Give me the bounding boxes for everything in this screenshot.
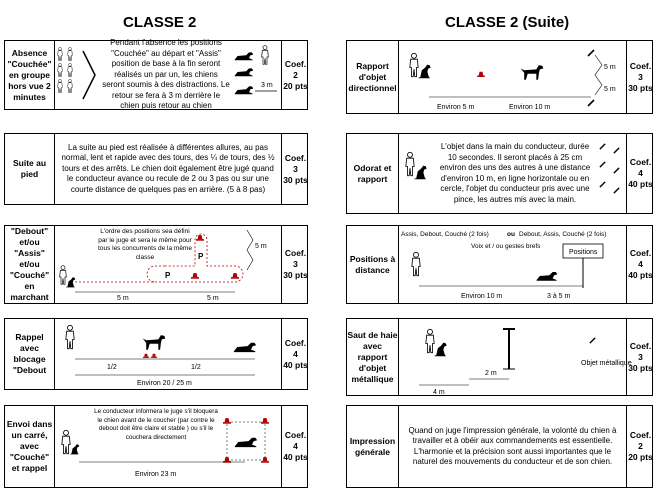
- coef-box: [626, 134, 654, 213]
- distance-label: 5 m: [604, 86, 616, 93]
- exercise-description: Pendant l'absence les positions "Couchée" au départ et "Assis" position de base à la fin seront réalisés un par un, les chiens seront soumis à des distractions. Le retour se fera à 3 m derrière le chien puis retour au chien: [102, 38, 230, 111]
- handler-icon: [62, 430, 70, 453]
- points-value: 40 pts: [283, 452, 308, 462]
- coef-box: [281, 226, 309, 303]
- distance-label: 3 m: [261, 82, 273, 89]
- command-note: Voix et / ou gestes brefs: [471, 243, 541, 250]
- page-title-right: CLASSE 2 (Suite): [445, 14, 570, 31]
- recall-diagram: [55, 319, 281, 389]
- cone-icon: [191, 273, 199, 279]
- coef-label: Coef.: [284, 337, 307, 348]
- exercise-label: Odorat et rapport: [347, 134, 399, 213]
- object-icon: [600, 181, 605, 186]
- cone-icon: [261, 457, 269, 463]
- points-value: 20 pts: [283, 80, 308, 91]
- exercise-description: Le conducteur informera le juge s'il bloquera le chien avant de le coucher (par contre le debout doit être claire et stable ) ou s'il le couchera directement: [94, 408, 218, 441]
- dog-lying-icon: [537, 272, 558, 281]
- exercise-description: Quand on juge l'impression générale, la volonté du chien à travailler et à obéir aux commandements est essentielle. L'harmonie et la précision sont aussi importantes que le naturel des mouvements du conducteur et de son chien.: [408, 425, 617, 466]
- position-marker: P: [198, 252, 204, 261]
- distance-label: Environ 20 / 25 m: [137, 380, 192, 387]
- exercise-label: Envoi dans un carré, avec "Couché" et rappel: [5, 406, 55, 487]
- exercise-row-envoi-carre: [4, 405, 308, 488]
- exercise-row-impression-generale: [346, 405, 653, 488]
- handler-icon: [412, 252, 420, 275]
- or-label: ou: [507, 231, 515, 238]
- dog-sitting-icon: [415, 165, 427, 179]
- coef-value: 4: [293, 441, 298, 451]
- dog-lying-icon: [235, 52, 254, 60]
- cone-icon: [196, 235, 204, 241]
- objects-illustration: [595, 134, 626, 213]
- dog-standing-icon: [521, 65, 544, 80]
- coef-box: [281, 319, 309, 389]
- points-value: 30 pts: [283, 270, 308, 280]
- distance-label: Environ 5 m: [437, 104, 475, 111]
- coef-value: 2: [638, 441, 643, 451]
- points-value: 40 pts: [628, 179, 653, 189]
- distance-label: 2 m: [485, 370, 497, 377]
- exercise-row-absence: [4, 40, 308, 110]
- points-value: 20 pts: [628, 452, 653, 462]
- coef-label: Coef.: [284, 58, 307, 69]
- exercise-label: "Debout" et/ou "Assis" et/ou "Couché" en marchant: [5, 226, 55, 303]
- object-icon: [588, 50, 594, 56]
- object-icon: [614, 187, 619, 192]
- coef-label: Coef.: [284, 430, 307, 440]
- exercise-label: Impression générale: [347, 406, 399, 487]
- coef-box: [281, 406, 309, 487]
- group-figures: [55, 45, 99, 105]
- coef-value: 2: [293, 69, 298, 80]
- exercise-description: L'ordre des positions sea défini par le juge et sera le même pour tous les concurrents de la même classe: [98, 228, 192, 261]
- exercise-row-saut-haie: [346, 318, 653, 396]
- coef-box: [626, 226, 654, 303]
- coef-box: [626, 41, 654, 113]
- coef-label: Coef.: [284, 152, 307, 163]
- exercise-description: L'objet dans la main du conducteur, durée 10 secondes. Il seront placés à 25 cm environ des uns des autres à une distance d'environ 10 m, en ligne horizontale ou en cercle, l'objet du conducteur pris avec une pince, les autres mis avec la main.: [439, 142, 591, 204]
- handler-icon: [426, 329, 434, 352]
- cone-icon: [231, 273, 239, 279]
- exercise-row-positions-en-marchant: [4, 225, 308, 304]
- distance-label: Environ 23 m: [135, 471, 177, 478]
- page-title-left: CLASSE 2: [123, 14, 197, 31]
- cone-icon: [477, 72, 485, 77]
- exercise-label: Absence "Couchée" en groupe hors vue 2 minutes: [5, 41, 55, 109]
- coef-value: 3: [638, 351, 643, 362]
- points-value: 30 pts: [283, 174, 308, 185]
- scent-illustration: [399, 134, 435, 213]
- exercise-row-odorat: [346, 133, 653, 214]
- coef-value: 3: [638, 71, 643, 82]
- marching-diagram: [55, 226, 281, 303]
- half-distance-label: 1/2: [191, 364, 201, 371]
- handler-icon: [262, 46, 269, 65]
- distance-label: 3 à 5 m: [547, 293, 571, 300]
- distance-label: Environ 10 m: [509, 104, 551, 111]
- handler-icon: [66, 325, 74, 348]
- exercise-description: La suite au pied est réalisée à différentes allures, au pas normal, lent et rapide avec des tours, des ¼ de tours, des ½ tours et des arrêts. Le chien doit également être jugé quand le conducteur avance ou recule de 2 ou 3 pas ou sur une courte distance de quelques pas en arrière. (5 à 8 pas): [61, 142, 275, 194]
- coef-label: Coef.: [629, 430, 652, 440]
- exercise-label: Saut de haie avec rapport d'objet métallique: [347, 319, 399, 395]
- exercise-row-rappel: [4, 318, 308, 390]
- dog-sitting-icon: [435, 343, 447, 357]
- jump-diagram: [399, 319, 632, 396]
- coef-value: 4: [638, 168, 643, 178]
- dog-sitting-icon: [419, 65, 431, 79]
- dog-lying-icon: [235, 68, 254, 76]
- points-value: 40 pts: [628, 270, 653, 280]
- distance-label: 5 m: [255, 243, 267, 250]
- coef-label: Coef.: [629, 248, 652, 258]
- object-icon: [590, 338, 595, 343]
- dog-sitting-icon: [70, 444, 79, 454]
- handler-icon: [406, 152, 414, 175]
- coef-label: Coef.: [629, 340, 652, 351]
- points-value: 40 pts: [283, 359, 308, 370]
- cone-icon: [223, 418, 231, 424]
- object-icon: [600, 161, 605, 166]
- points-value: 30 pts: [628, 362, 653, 373]
- sequence-a: Assis, Debout, Couché (2 fois): [401, 231, 489, 238]
- distance-label: 5 m: [604, 64, 616, 71]
- sequence-b: Debout, Assis, Couché (2 fois): [519, 231, 607, 238]
- distance-label: Environ 10 m: [461, 293, 503, 300]
- coef-box: [626, 319, 654, 395]
- dog-lying-icon: [235, 86, 254, 94]
- coef-box: [626, 406, 654, 487]
- coef-label: Coef.: [629, 157, 652, 167]
- exercise-row-rapport-directionnel: [346, 40, 653, 114]
- handler-icon: [410, 53, 418, 76]
- coef-value: 4: [638, 259, 643, 269]
- handler-icon: [60, 266, 67, 285]
- coef-value: 3: [293, 259, 298, 269]
- dog-lying-icon: [234, 343, 256, 352]
- distance-label: 5 m: [207, 295, 219, 302]
- object-icon: [588, 100, 594, 106]
- distance-label: 4 m: [433, 389, 445, 396]
- position-marker: P: [165, 271, 171, 280]
- dog-sitting-icon: [66, 277, 75, 287]
- coef-box: [281, 41, 309, 109]
- object-label: Objet métallique: [581, 360, 632, 367]
- exercise-label: Rapport d'objet directionnel: [347, 41, 399, 113]
- object-icon: [614, 167, 619, 172]
- cone-icon: [151, 354, 157, 358]
- dog-lying-icon: [235, 438, 257, 447]
- retrieve-diagram: [399, 41, 626, 113]
- distance-label: 5 m: [117, 295, 129, 302]
- square-diagram: [55, 406, 281, 487]
- absence-illustration: [231, 41, 281, 109]
- exercise-row-positions-distance: [346, 225, 653, 304]
- dog-standing-icon: [143, 335, 166, 350]
- group-illustration: [55, 41, 99, 109]
- object-icon: [600, 143, 605, 148]
- exercise-label: Rappel avec blocage "Debout: [5, 319, 55, 389]
- coef-box: [281, 134, 309, 204]
- exercise-row-suite-au-pied: [4, 133, 308, 205]
- coef-label: Coef.: [629, 60, 652, 71]
- coef-label: Coef.: [284, 248, 307, 258]
- sign-label: Positions: [569, 249, 598, 256]
- half-distance-label: 1/2: [107, 364, 117, 371]
- exercise-label: Positions à distance: [347, 226, 399, 303]
- cone-icon: [261, 418, 269, 424]
- exercise-label: Suite au pied: [5, 134, 55, 204]
- distance-diagram: [399, 226, 626, 303]
- coef-value: 4: [293, 348, 298, 359]
- points-value: 30 pts: [628, 82, 653, 93]
- object-icon: [614, 147, 619, 152]
- cone-icon: [143, 354, 149, 358]
- coef-value: 3: [293, 163, 298, 174]
